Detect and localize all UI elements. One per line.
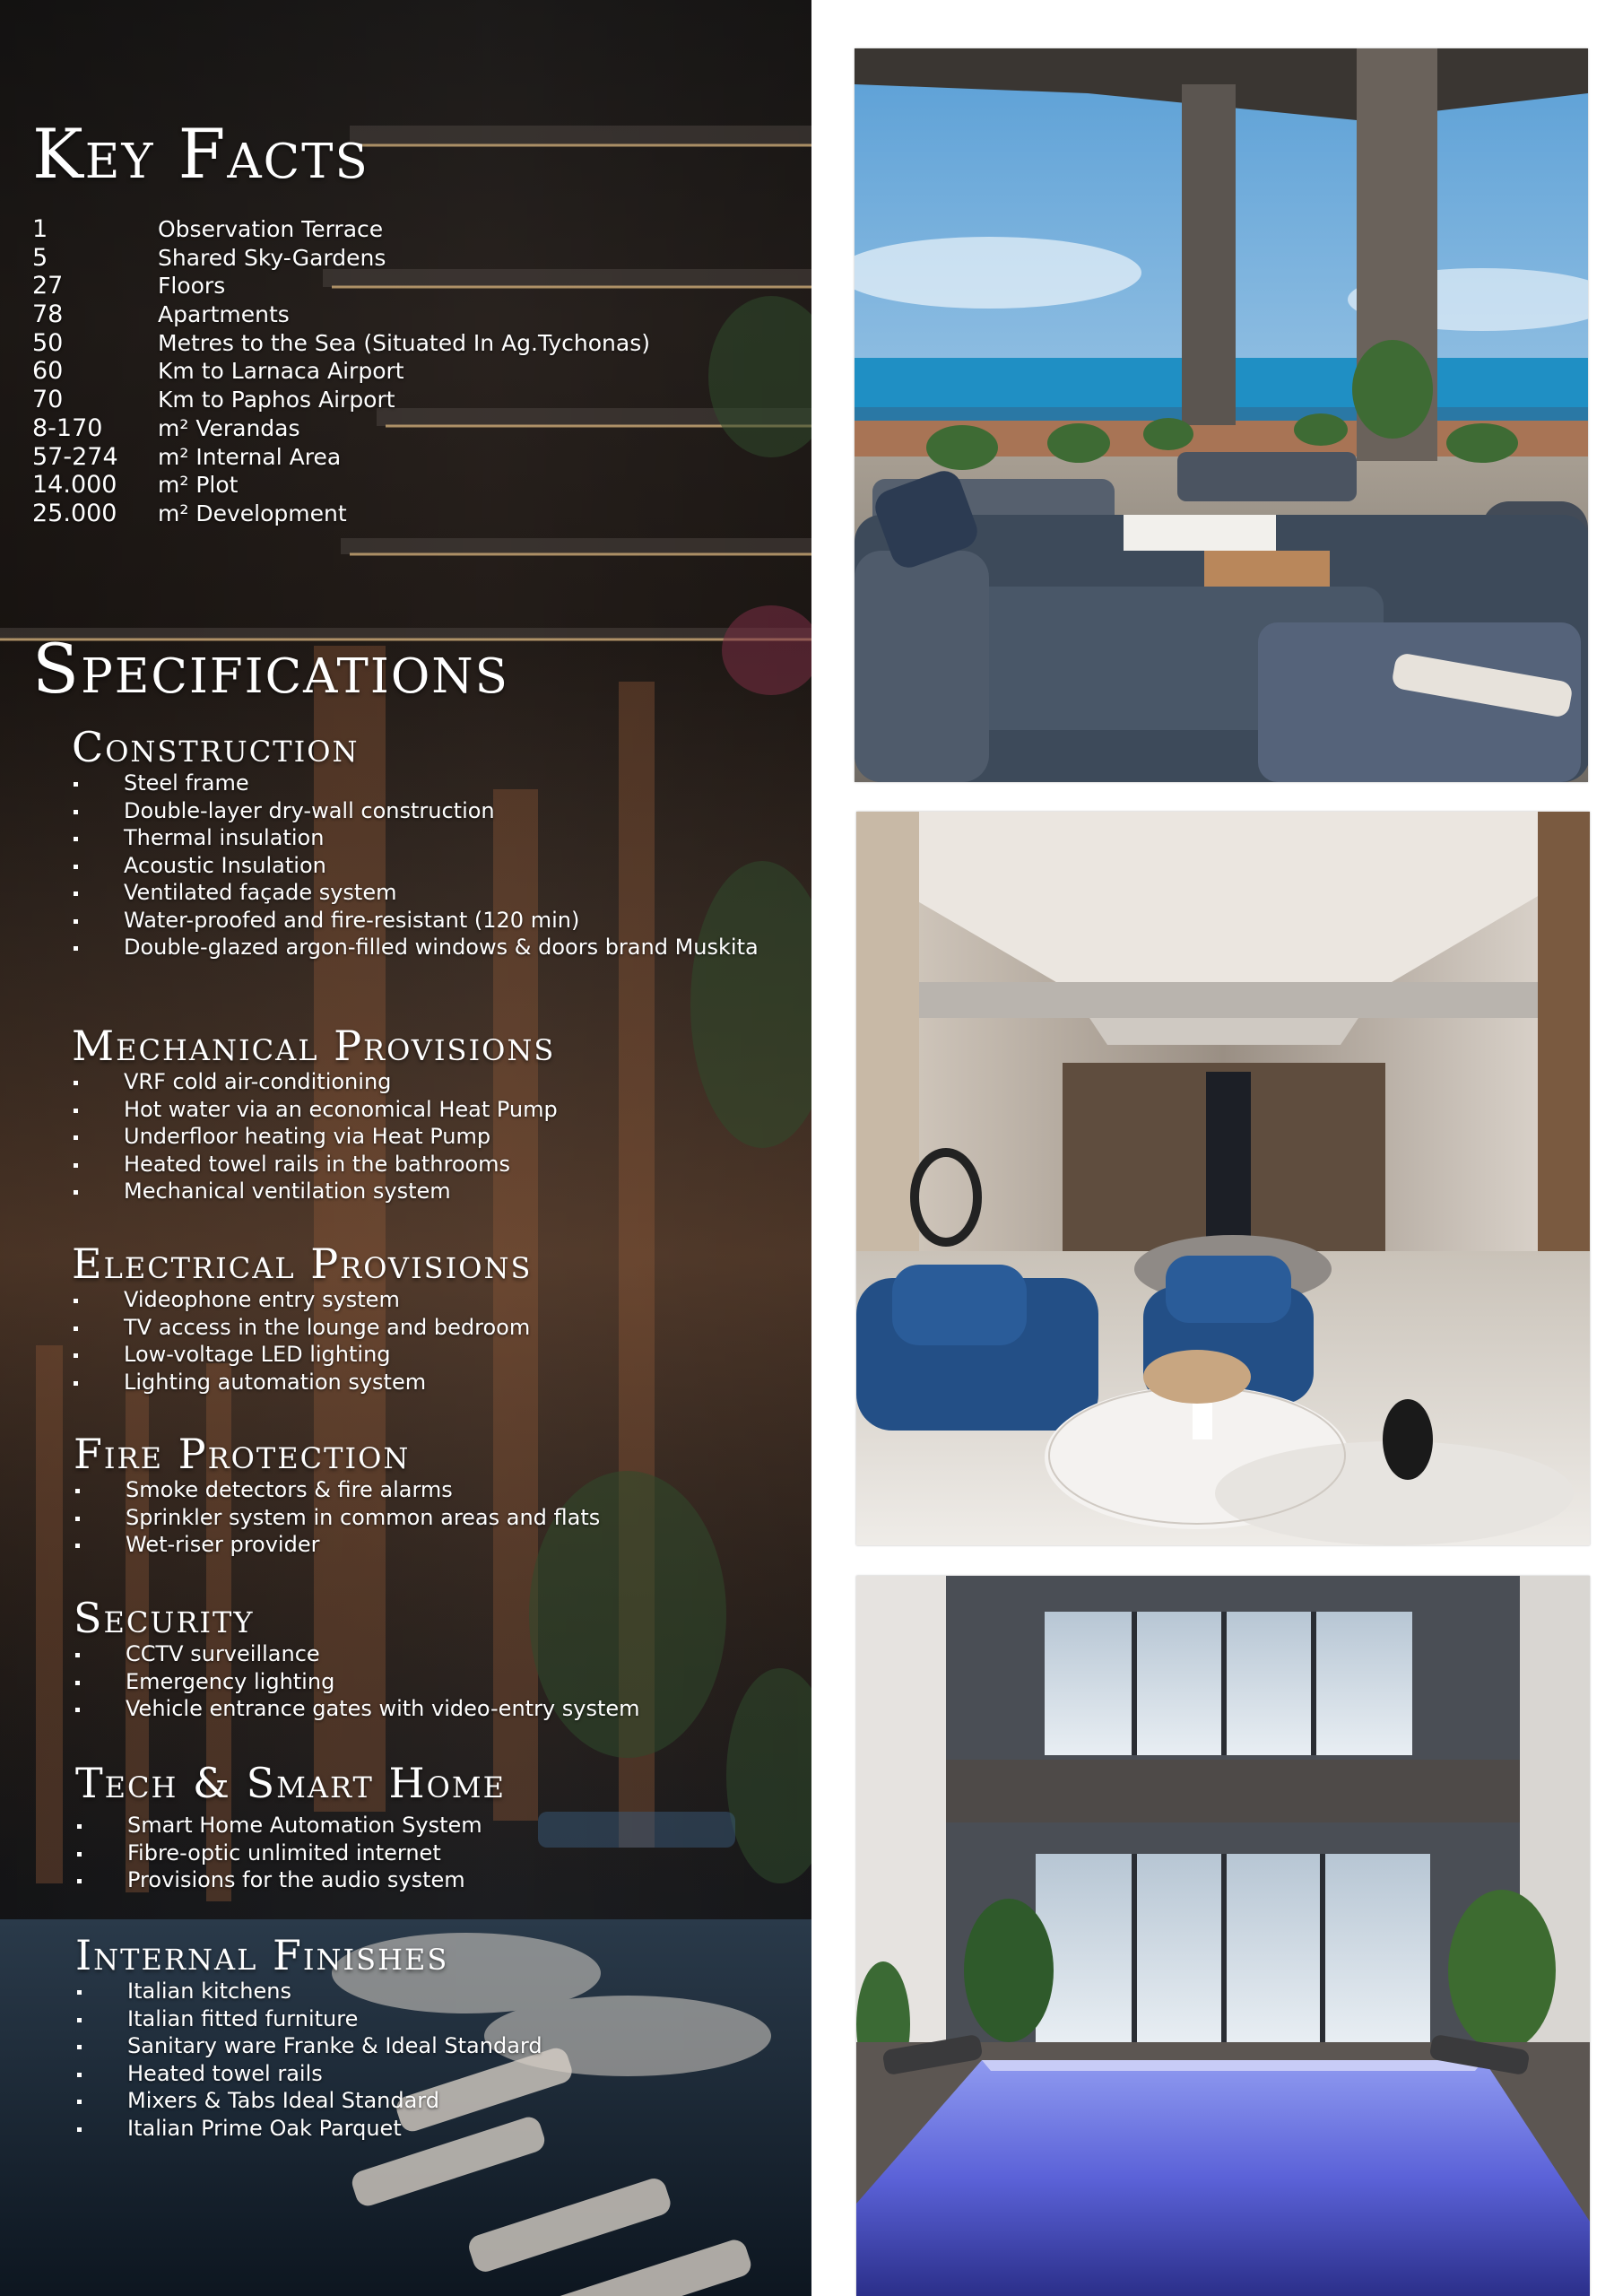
- security-list: [74, 1640, 764, 1723]
- fact-label: Shared Sky-Gardens: [158, 244, 386, 271]
- fact-value: 1: [32, 215, 48, 243]
- fact-label: Observation Terrace: [158, 216, 384, 242]
- fact-value: 25.000: [32, 499, 117, 527]
- fact-label: m² Plot: [158, 472, 239, 499]
- fact-value: 50: [32, 328, 64, 357]
- fact-value: 78: [32, 300, 64, 329]
- fact-item: [32, 471, 794, 500]
- construction-list: [72, 770, 762, 961]
- electrical-provisions-heading: Electrical Provisions: [72, 1239, 533, 1288]
- list-item: TV access in the lounge and bedroom: [72, 1314, 762, 1342]
- fact-item: [32, 215, 794, 244]
- list-item: Mechanical ventilation system: [72, 1178, 762, 1205]
- list-item: VRF cold air-conditioning: [72, 1068, 762, 1096]
- fact-item: [32, 386, 794, 414]
- electrical-provisions-list: [72, 1286, 762, 1396]
- fact-label: Km to Larnaca Airport: [158, 358, 404, 385]
- list-item: Smart Home Automation System: [75, 1812, 766, 1839]
- fire-protection-list: [74, 1476, 764, 1559]
- fact-item: [32, 244, 794, 273]
- list-item: Heated towel rails: [75, 2060, 766, 2088]
- fact-value: 27: [32, 272, 64, 300]
- fact-label: m² Internal Area: [158, 443, 342, 470]
- fact-value: 70: [32, 386, 64, 414]
- list-item: Sprinkler system in common areas and flats: [74, 1504, 764, 1532]
- fact-value: 57-274: [32, 442, 118, 471]
- fact-item: [32, 300, 794, 329]
- construction-heading: Construction: [72, 723, 360, 771]
- list-item: Emergency lighting: [74, 1668, 764, 1696]
- list-item: Steel frame: [72, 770, 762, 797]
- indoor-pool-photo: [856, 1576, 1590, 2296]
- fact-label: Floors: [158, 273, 226, 300]
- mechanical-provisions-list: [72, 1068, 762, 1205]
- terrace-photo: [855, 48, 1588, 782]
- list-item: Provisions for the audio system: [75, 1866, 766, 1894]
- list-item: Italian fitted furniture: [75, 2005, 766, 2033]
- fact-label: Apartments: [158, 301, 290, 328]
- list-item: CCTV surveillance: [74, 1640, 764, 1668]
- list-item: Sanitary ware Franke & Ideal Standard: [75, 2032, 766, 2060]
- list-item: Wet-riser provider: [74, 1531, 764, 1559]
- security-heading: Security: [74, 1594, 255, 1642]
- list-item: Double-layer dry-wall construction: [72, 797, 762, 825]
- fact-value: 8-170: [32, 413, 103, 442]
- list-item: Mixers & Tabs Ideal Standard: [75, 2087, 766, 2115]
- fact-label: Km to Paphos Airport: [158, 387, 395, 413]
- list-item: Lighting automation system: [72, 1369, 762, 1396]
- list-item: Acoustic Insulation: [72, 852, 762, 880]
- list-item: Hot water via an economical Heat Pump: [72, 1096, 762, 1124]
- mechanical-provisions-heading: Mechanical Provisions: [72, 1022, 556, 1070]
- fact-label: Metres to the Sea (Situated In Ag.Tychonas): [158, 329, 650, 356]
- list-item: Low-voltage LED lighting: [72, 1341, 762, 1369]
- list-item: Vehicle entrance gates with video-entry system: [74, 1695, 764, 1723]
- tech-smart-home-list: [75, 1812, 766, 1894]
- internal-finishes-heading: Internal Finishes: [75, 1931, 449, 1979]
- list-item: Heated towel rails in the bathrooms: [72, 1151, 762, 1178]
- fact-item: [32, 272, 794, 300]
- key-facts-heading: Key Facts: [32, 114, 369, 194]
- tech-smart-home-heading: Tech & Smart Home: [75, 1759, 506, 1807]
- fact-value: 14.000: [32, 471, 117, 500]
- fact-item: [32, 357, 794, 386]
- fact-item: [32, 500, 794, 528]
- internal-finishes-list: [75, 1978, 766, 2142]
- list-item: Ventilated façade system: [72, 879, 762, 907]
- list-item: Italian Prime Oak Parquet: [75, 2115, 766, 2143]
- list-item: Water-proofed and fire-resistant (120 min): [72, 907, 762, 935]
- list-item: Thermal insulation: [72, 824, 762, 852]
- fact-item: [32, 443, 794, 472]
- fact-label: m² Verandas: [158, 414, 300, 441]
- lobby-lounge-photo: [856, 812, 1590, 1545]
- list-item: Fibre-optic unlimited internet: [75, 1839, 766, 1867]
- fact-value: 60: [32, 357, 64, 386]
- fact-item: [32, 329, 794, 358]
- list-item: Double-glazed argon-filled windows & doors brand Muskita: [72, 934, 762, 961]
- fact-label: m² Development: [158, 500, 347, 526]
- key-facts-list: [32, 215, 794, 528]
- list-item: Underfloor heating via Heat Pump: [72, 1123, 762, 1151]
- specifications-heading: Specifications: [32, 629, 509, 709]
- list-item: Videophone entry system: [72, 1286, 762, 1314]
- fact-value: 5: [32, 243, 48, 272]
- fact-item: [32, 414, 794, 443]
- fire-protection-heading: Fire Protection: [74, 1430, 411, 1478]
- list-item: Smoke detectors & fire alarms: [74, 1476, 764, 1504]
- list-item: Italian kitchens: [75, 1978, 766, 2005]
